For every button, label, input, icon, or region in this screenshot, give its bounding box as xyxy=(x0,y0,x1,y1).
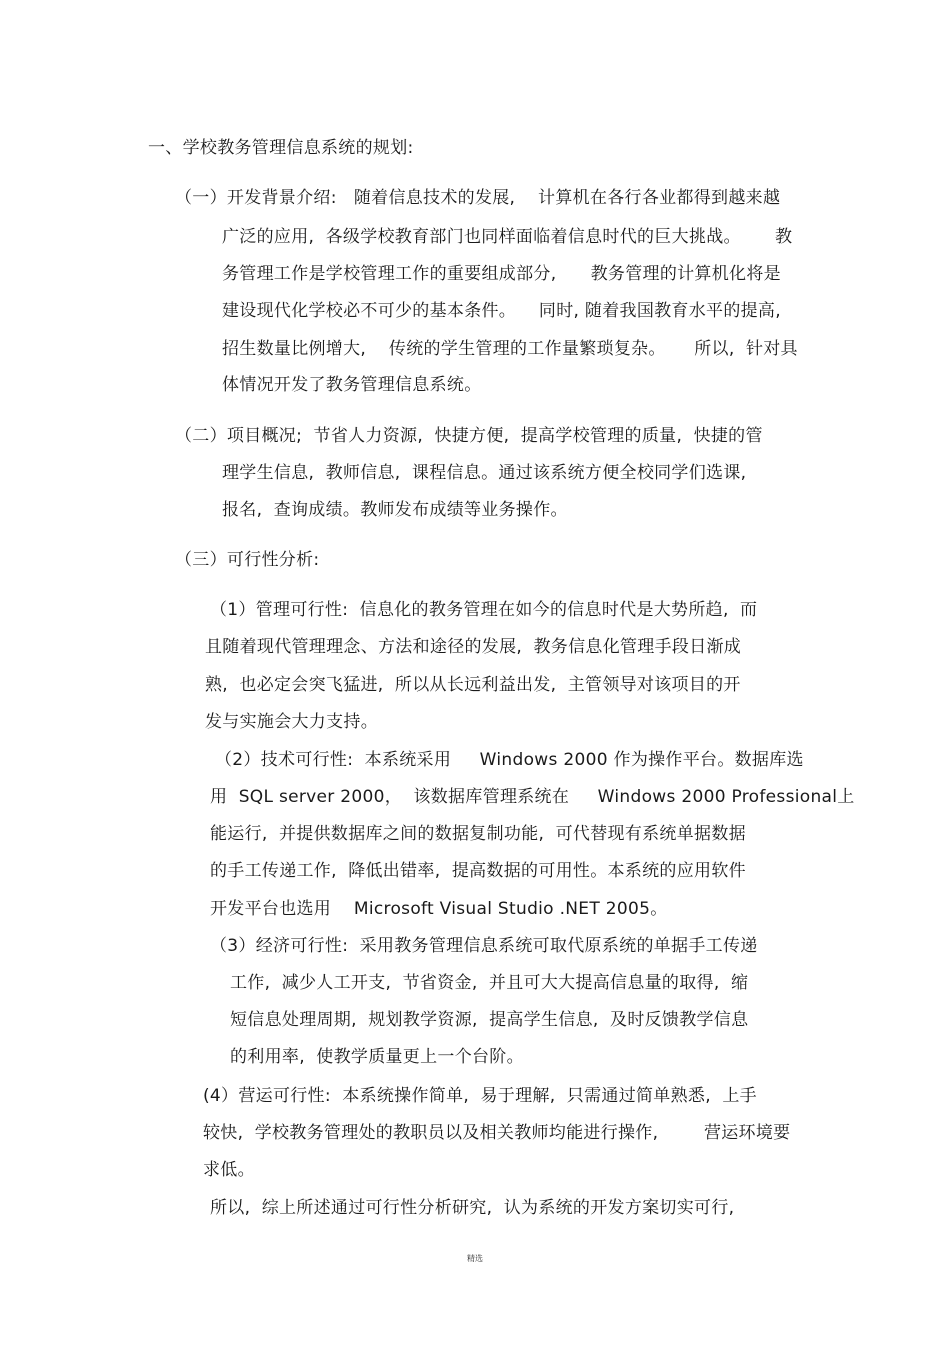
document-heading: 一、学校教务管理信息系统的规划: xyxy=(148,138,414,158)
section1-line: 广泛的应用, 各级学校教育部门也同样面临着信息时代的巨大挑战。 教 xyxy=(222,227,793,247)
section1-line: 建设现代化学校必不可少的基本条件。 同时, 随着我国教育水平的提高, xyxy=(222,301,781,321)
item3-line: 短信息处理周期, 规划教学资源, 提高学生信息, 及时反馈教学信息 xyxy=(230,1010,749,1030)
section1-line: 务管理工作是学校管理工作的重要组成部分, 教务管理的计算机化将是 xyxy=(222,264,781,284)
item4-line: 较快, 学校教务管理处的教职员以及相关教师均能进行操作, 营运环境要 xyxy=(203,1123,791,1143)
item3-line: （3）经济可行性: 采用教务管理信息系统可取代原系统的单据手工传递 xyxy=(210,936,758,956)
item4-line: (4）营运可行性: 本系统操作简单, 易于理解, 只需通过简单熟悉, 上手 xyxy=(203,1086,757,1106)
item2-line: 用 SQL server 2000， 该数据库管理系统在 Windows 2000 Professional上 xyxy=(210,787,855,807)
section1-line: （一）开发背景介绍: 随着信息技术的发展, 计算机在各行各业都得到越来越 xyxy=(175,188,781,208)
item1-line: 且随着现代管理理念、方法和途径的发展, 教务信息化管理手段日渐成 xyxy=(205,637,742,657)
item1-line: 发与实施会大力支持。 xyxy=(205,712,378,732)
item1-line: （1）管理可行性: 信息化的教务管理在如今的信息时代是大势所趋, 而 xyxy=(210,600,758,620)
section1-line: 体情况开发了教务管理信息系统。 xyxy=(222,375,482,395)
item3-line: 的利用率, 使教学质量更上一个台阶。 xyxy=(230,1047,524,1067)
item1-line: 熟, 也必定会突飞猛进, 所以从长远利益出发, 主管领导对该项目的开 xyxy=(205,675,741,695)
item3-line: 工作, 减少人工开支, 节省资金, 并且可大大提高信息量的取得, 缩 xyxy=(230,973,749,993)
conclusion-line: 所以, 综上所述通过可行性分析研究, 认为系统的开发方案切实可行, xyxy=(210,1198,735,1218)
section2-line: （二）项目概况; 节省人力资源, 快捷方便, 提高学校管理的质量, 快捷的管 xyxy=(175,426,763,446)
item2-line: 开发平台也选用 Microsoft Visual Studio .NET 2005。 xyxy=(210,899,668,919)
section2-line: 理学生信息, 教师信息, 课程信息。通过该系统方便全校同学们选课, xyxy=(222,463,747,483)
item2-line: 能运行, 并提供数据库之间的数据复制功能, 可代替现有系统单据数据 xyxy=(210,824,746,844)
page-footer-label: 精选 xyxy=(467,1254,483,1263)
item2-line: 的手工传递工作, 降低出错率, 提高数据的可用性。本系统的应用软件 xyxy=(210,861,746,881)
item4-line: 求低。 xyxy=(203,1160,255,1180)
item2-line: （2）技术可行性: 本系统采用 Windows 2000 作为操作平台。数据库选 xyxy=(215,750,804,770)
section1-line: 招生数量比例增大, 传统的学生管理的工作量繁琐复杂。 所以, 针对具 xyxy=(222,339,798,359)
section3-title: （三）可行性分析: xyxy=(175,550,320,570)
section2-line: 报名, 查询成绩。教师发布成绩等业务操作。 xyxy=(222,500,568,520)
